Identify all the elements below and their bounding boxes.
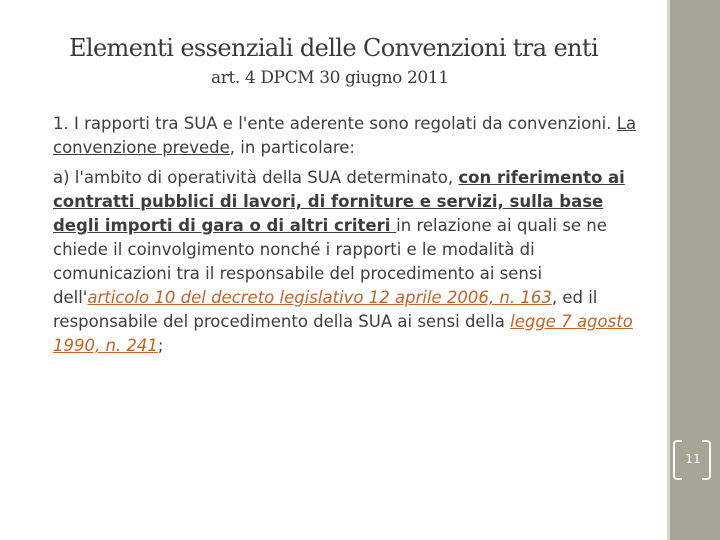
paragraph-1-intro: 1. I rapporti tra SUA e l'ente aderente sono regolati da convenzioni. [53,114,617,133]
paragraph-2-intro: a) l'ambito di operatività della SUA determinato, [53,168,459,187]
slide-subtitle: art. 4 DPCM 30 giugno 2011 [211,68,449,88]
law-link-legge-241-1990[interactable]: legge 7 agosto 1990, n. 241 [53,312,633,355]
paragraph-2-middle-2: , ed il responsabile del procedimento della SUA ai sensi della [53,288,598,331]
paragraph-2-middle: in relazione ai quali se ne chiede il coinvolgimento nonché i rapporti e le modalità di comunicazioni tra il responsabile del procedimento ai sensi dell' [53,216,607,307]
paragraph-1-emphasis: La convenzione prevede [53,114,637,157]
paragraph-2-tail: ; [157,336,164,355]
slide-title: Elementi essenziali delle Convenzioni tra enti [68,34,599,62]
slide-body [53,112,641,358]
paragraph-2 [53,166,641,358]
law-link-dlgs-163-2006[interactable]: articolo 10 del decreto legislativo 12 aprile 2006, n. 163 [87,288,552,307]
paragraph-2-emphasis: con riferimento ai contratti pubblici di lavori, di forniture e servizi, sulla base degli importi di gara o di altri criteri [53,168,625,235]
page-number: 11 [685,452,701,466]
paragraph-1-tail: , in particolare: [229,138,355,157]
paragraph-1 [53,112,641,160]
